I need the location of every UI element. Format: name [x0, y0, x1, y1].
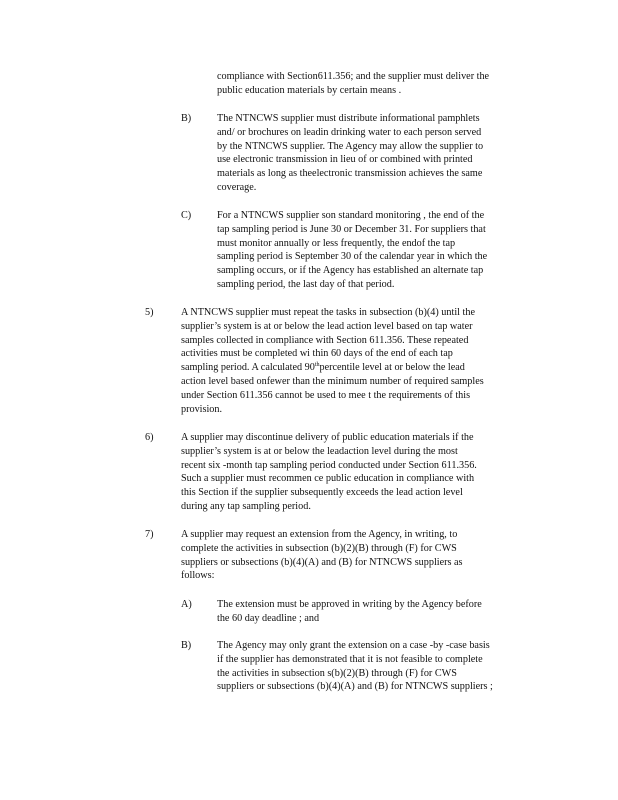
- item-label-6: 6): [145, 432, 154, 443]
- text-line: The extension must be approved in writing by the Agency before: [217, 599, 482, 610]
- paragraph-b-pamphlets: [217, 112, 539, 195]
- item-label-7: 7): [145, 529, 154, 540]
- text-line: A supplier may request an extension from the Agency, in writing, to: [181, 529, 458, 540]
- text-line: supplier’s system is at or below the lead action level based on tap water: [181, 320, 473, 332]
- text-line: sampling period, the last day of that period.: [217, 278, 395, 290]
- text-line: the 60 day deadline ; and: [217, 612, 320, 624]
- text-line: The NTNCWS supplier must distribute informational pamphlets: [217, 113, 480, 124]
- text-line: supplier’s system is at or below the leadaction level during the most: [181, 445, 458, 457]
- text-line: this Section if the supplier subsequently exceeds the lead action level: [181, 487, 463, 499]
- text-line: Such a supplier must recommen ce public education in compliance with: [181, 473, 475, 485]
- text-line: under Section 611.356 cannot be used to mee t the requirements of this: [181, 389, 471, 401]
- text-line: and/ or brochures on leadin drinking water to each person served: [217, 126, 482, 138]
- text-line: the activities in subsection s(b)(2)(B) through (F) for CWS: [217, 667, 457, 679]
- text-line: follows:: [181, 570, 215, 582]
- text-line: The Agency may only grant the extension on a case -by -case basis: [217, 640, 490, 651]
- item-label-5: 5): [145, 307, 154, 318]
- text-line: provision.: [181, 403, 223, 415]
- text-line: must monitor annually or less frequently, the endof the tap: [217, 237, 456, 249]
- text-line: materials as long as theelectronic transmission achieves the same: [217, 168, 483, 180]
- item-label-b: B): [181, 113, 192, 124]
- text-line: compliance with Section611.356; and the supplier must deliver the: [217, 71, 490, 82]
- text-line: For a NTNCWS supplier son standard monitoring , the end of the: [217, 210, 485, 221]
- item-label-c: C): [181, 210, 192, 221]
- text-line: use electronic transmission in lieu of or combined with printed: [217, 154, 473, 166]
- text-line: sampling occurs, or if the Agency has established an alternate tap: [217, 265, 484, 277]
- paragraph-6-discontinue: [181, 431, 521, 514]
- item-label-a: A): [181, 599, 192, 610]
- text-line: if the supplier has demonstrated that it is not feasible to complete: [217, 653, 483, 665]
- text-line: activities must be completed wi thin 60 days of the end of each tap: [181, 348, 453, 360]
- text-line: suppliers or subsections (b)(4)(A) and (B) for NTNCWS suppliers ;: [217, 681, 493, 693]
- text-line-percentile: [181, 361, 533, 375]
- paragraph-c-sampling-period: [217, 209, 539, 292]
- text-line: sampling period is September 30 of the calendar year in which the: [217, 251, 488, 263]
- text-segment: percentile level at or below the lead: [319, 362, 465, 374]
- text-line: during any tap sampling period.: [181, 500, 311, 512]
- continuation-paragraph: [217, 70, 539, 98]
- text-line: public education materials by certain means .: [217, 84, 402, 96]
- text-line: complete the activities in subsection (b)(2)(B) through (F) for CWS: [181, 542, 457, 554]
- text-line: action level based onfewer than the minimum number of required samples: [181, 375, 484, 387]
- text-line: A NTNCWS supplier must repeat the tasks in subsection (b)(4) until the: [181, 307, 475, 318]
- text-segment: sampling period. A calculated 90: [181, 362, 315, 374]
- text-line: by the NTNCWS supplier. The Agency may allow the supplier to: [217, 140, 484, 152]
- text-line: coverage.: [217, 181, 257, 193]
- text-line: samples collected in compliance with Section 611.356. These repeated: [181, 334, 469, 346]
- text-line: tap sampling period is June 30 or December 31. For suppliers that: [217, 223, 486, 235]
- text-line: recent six -month tap sampling period conducted under Section 611.356.: [181, 459, 477, 471]
- paragraph-7-extension: [181, 528, 521, 583]
- paragraph-5-repeat-tasks: [181, 306, 533, 416]
- text-line: suppliers or subsections (b)(4)(A) and (B) for NTNCWS suppliers as: [181, 556, 463, 568]
- superscript-th: th: [314, 362, 320, 369]
- paragraph-a-approval: [217, 598, 527, 626]
- item-label-b-extension: B): [181, 640, 192, 651]
- paragraph-b-case-by-case: [217, 639, 539, 694]
- text-line: A supplier may discontinue delivery of public education materials if the: [181, 432, 474, 443]
